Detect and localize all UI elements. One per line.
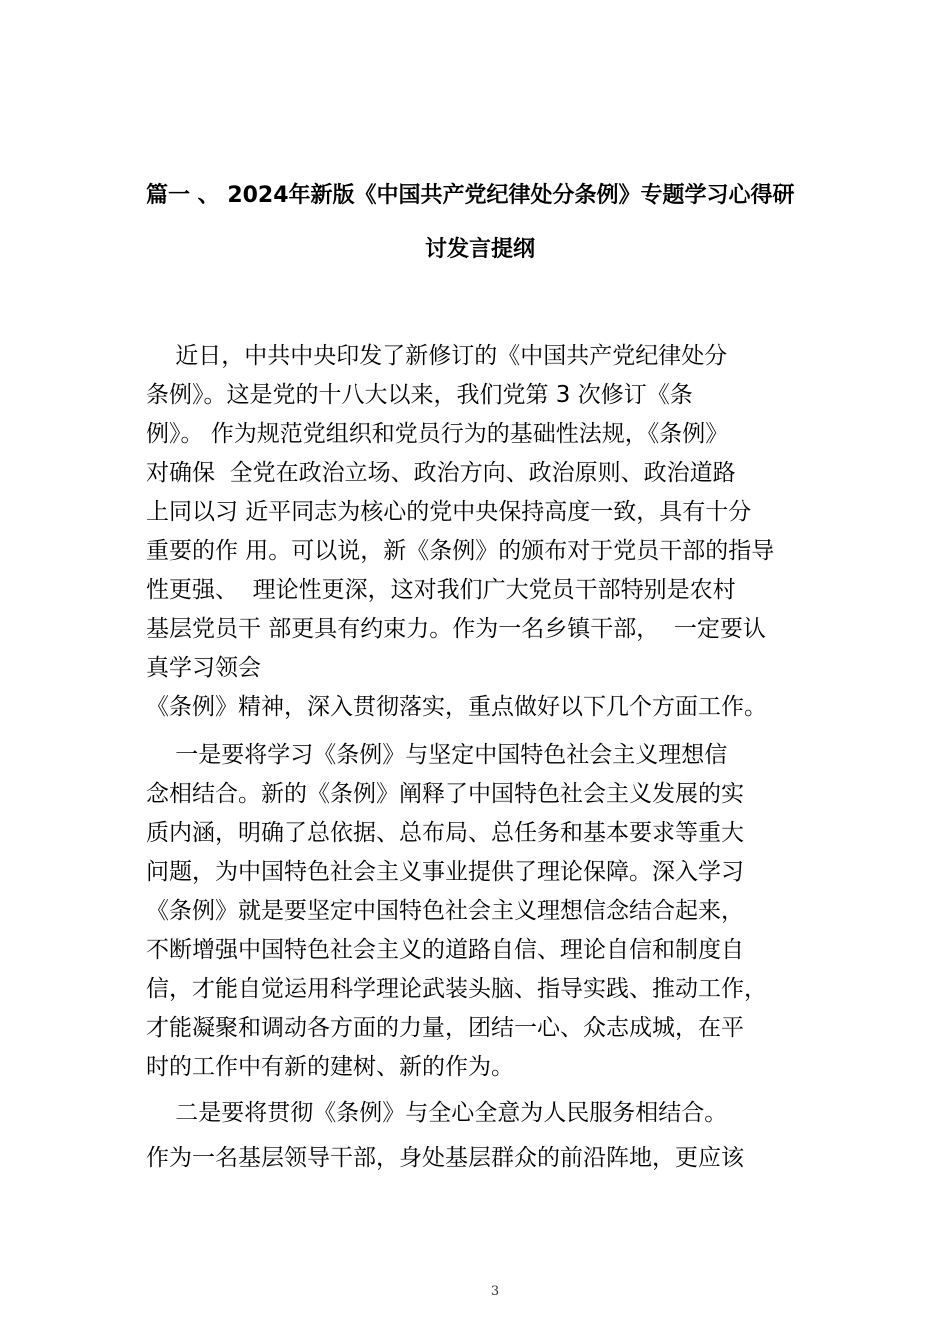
body-line: 念相结合。新的《条例》阐释了中国特色社会主义发展的实 <box>146 781 744 807</box>
body-line: 《条例》就是要坚定中国特色社会主义理想信念结合起来， <box>146 898 744 924</box>
body-line: 近日，中共中央印发了新修订的《中国共产党纪律处分 <box>146 343 728 369</box>
body-line: 重要的作 用。可以说，新《条例》的颁布对于党员干部的指导 <box>146 538 775 564</box>
body-line: 上同以习 近平同志为核心的党中央保持高度一致，具有十分 <box>146 499 752 525</box>
page-number: 3 <box>490 1284 500 1299</box>
body-line: 对确保 全党在政治立场、政治方向、政治原则、政治道路 <box>146 460 736 486</box>
body-line: 质内涵，明确了总依据、总布局、总任务和基本要求等重大 <box>146 820 744 846</box>
body-line: 问题，为中国特色社会主义事业提供了理论保障。深入学习 <box>146 859 744 885</box>
body-line: 作为一名基层领导干部，身处基层群众的前沿阵地，更应该 <box>146 1145 744 1171</box>
body-line: 条例》。这是党的十八大以来，我们党第 3 次修订《条 <box>146 382 693 408</box>
body-line: 时的工作中有新的建树、新的作为。 <box>146 1054 514 1080</box>
document-title-line-1: 篇一 、 2024年新版《中国共产党纪律处分条例》专题学习心得研 <box>146 183 795 208</box>
body-line: 二是要将贯彻《条例》与全心全意为人民服务相结合。 <box>146 1100 728 1126</box>
body-line: 才能凝聚和调动各方面的力量，团结一心、众志成城，在平 <box>146 1015 744 1041</box>
document-title-line-2: 讨发言提纲 <box>424 237 535 262</box>
body-line: 不断增强中国特色社会主义的道路自信、理论自信和制度自 <box>146 937 744 963</box>
body-line: 信，才能自觉运用科学理论武装头脑、指导实践、推动工作， <box>146 976 767 1002</box>
body-line: 基层党员干 部更具有约束力。作为一名乡镇干部， 一定要认 <box>146 616 766 642</box>
body-line: 《条例》精神，深入贯彻落实，重点做好以下几个方面工作。 <box>146 694 767 720</box>
body-line: 一是要将学习《条例》与坚定中国特色社会主义理想信 <box>146 742 728 768</box>
body-line: 真学习领会 <box>146 655 261 681</box>
body-line: 性更强、 理论性更深，这对我们广大党员干部特别是农村 <box>146 577 736 603</box>
body-line: 例》。 作为规范党组织和党员行为的基础性法规，《条例》 <box>146 421 729 447</box>
